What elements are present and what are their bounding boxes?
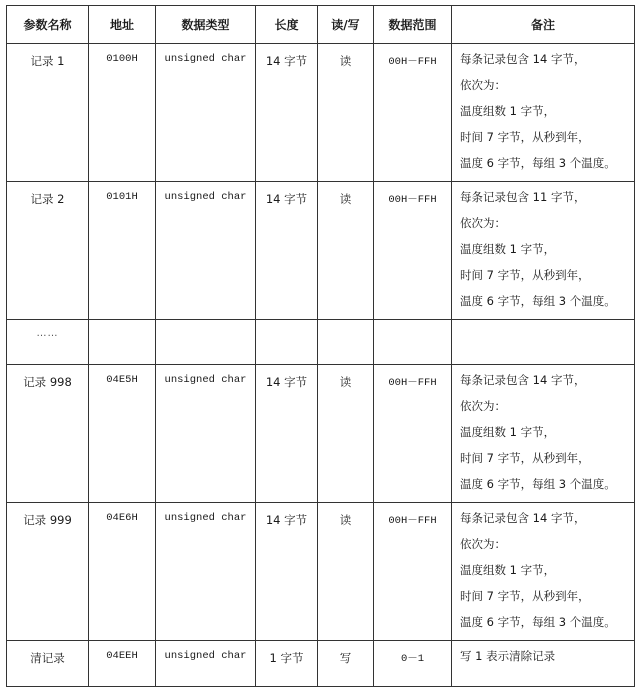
cell-type: unsigned char xyxy=(156,503,256,641)
note-line: 每条记录包含 11 字节， xyxy=(460,190,586,204)
cell-length: 14 字节 xyxy=(256,503,318,641)
register-table xyxy=(6,5,635,687)
note-line: 依次为： xyxy=(460,78,506,92)
note-line: 温度 6 字节，每组 3 个温度。 xyxy=(460,477,616,491)
cell-range: 00H－FFH xyxy=(374,503,452,641)
cell-notes xyxy=(452,365,635,503)
cell-name: 记录 998 xyxy=(7,365,89,503)
note-line: 温度组数 1 字节， xyxy=(460,563,556,577)
cell-notes xyxy=(452,641,635,687)
note-line: 温度 6 字节，每组 3 个温度。 xyxy=(460,156,616,170)
cell-rw: 写 xyxy=(318,641,374,687)
empty-cell xyxy=(318,320,374,365)
cell-address: 04EEH xyxy=(89,641,156,687)
table-row xyxy=(7,44,635,182)
note-line: 依次为： xyxy=(460,399,506,413)
table-row xyxy=(7,503,635,641)
cell-address: 04E5H xyxy=(89,365,156,503)
header-data-type: 数据类型 xyxy=(156,6,256,44)
cell-address: 0100H xyxy=(89,44,156,182)
cell-type: unsigned char xyxy=(156,182,256,320)
note-line: 温度 6 字节，每组 3 个温度。 xyxy=(460,294,616,308)
note-line: 温度组数 1 字节， xyxy=(460,242,556,256)
empty-cell xyxy=(374,320,452,365)
note-line: 每条记录包含 14 字节， xyxy=(460,52,586,66)
cell-notes xyxy=(452,182,635,320)
table-row xyxy=(7,641,635,687)
note-line: 时间 7 字节，从秒到年， xyxy=(460,589,590,603)
note-line: 每条记录包含 14 字节， xyxy=(460,511,586,525)
note-line: 时间 7 字节，从秒到年， xyxy=(460,451,590,465)
cell-rw: 读 xyxy=(318,44,374,182)
note-line: 温度组数 1 字节， xyxy=(460,425,556,439)
note-line: 写 1 表示清除记录 xyxy=(460,649,556,663)
cell-name: 记录 999 xyxy=(7,503,89,641)
header-notes: 备注 xyxy=(452,6,635,44)
cell-type: unsigned char xyxy=(156,44,256,182)
cell-range: 00H－FFH xyxy=(374,365,452,503)
note-line: 时间 7 字节，从秒到年， xyxy=(460,268,590,282)
cell-type: unsigned char xyxy=(156,365,256,503)
note-line: 每条记录包含 14 字节， xyxy=(460,373,586,387)
header-address: 地址 xyxy=(89,6,156,44)
note-line: 时间 7 字节，从秒到年， xyxy=(460,130,590,144)
empty-cell xyxy=(156,320,256,365)
cell-notes xyxy=(452,44,635,182)
header-range: 数据范围 xyxy=(374,6,452,44)
cell-notes xyxy=(452,503,635,641)
note-line: 温度 6 字节，每组 3 个温度。 xyxy=(460,615,616,629)
ellipsis-cell: …… xyxy=(7,320,89,365)
cell-type: unsigned char xyxy=(156,641,256,687)
header-length: 长度 xyxy=(256,6,318,44)
note-line: 依次为： xyxy=(460,537,506,551)
cell-name: 记录 2 xyxy=(7,182,89,320)
cell-rw: 读 xyxy=(318,503,374,641)
ellipsis-row xyxy=(7,320,635,365)
header-param-name: 参数名称 xyxy=(7,6,89,44)
cell-length: 14 字节 xyxy=(256,44,318,182)
table-row xyxy=(7,182,635,320)
cell-range: 00H－FFH xyxy=(374,44,452,182)
table-row xyxy=(7,365,635,503)
empty-cell xyxy=(256,320,318,365)
cell-address: 04E6H xyxy=(89,503,156,641)
cell-name: 记录 1 xyxy=(7,44,89,182)
cell-rw: 读 xyxy=(318,365,374,503)
note-line: 温度组数 1 字节， xyxy=(460,104,556,118)
cell-length: 1 字节 xyxy=(256,641,318,687)
header-row xyxy=(7,6,635,44)
note-line: 依次为： xyxy=(460,216,506,230)
cell-range: 0－1 xyxy=(374,641,452,687)
cell-address: 0101H xyxy=(89,182,156,320)
cell-name: 清记录 xyxy=(7,641,89,687)
empty-cell xyxy=(89,320,156,365)
cell-range: 00H－FFH xyxy=(374,182,452,320)
cell-length: 14 字节 xyxy=(256,365,318,503)
header-read-write: 读/写 xyxy=(318,6,374,44)
cell-rw: 读 xyxy=(318,182,374,320)
empty-cell xyxy=(452,320,635,365)
cell-length: 14 字节 xyxy=(256,182,318,320)
